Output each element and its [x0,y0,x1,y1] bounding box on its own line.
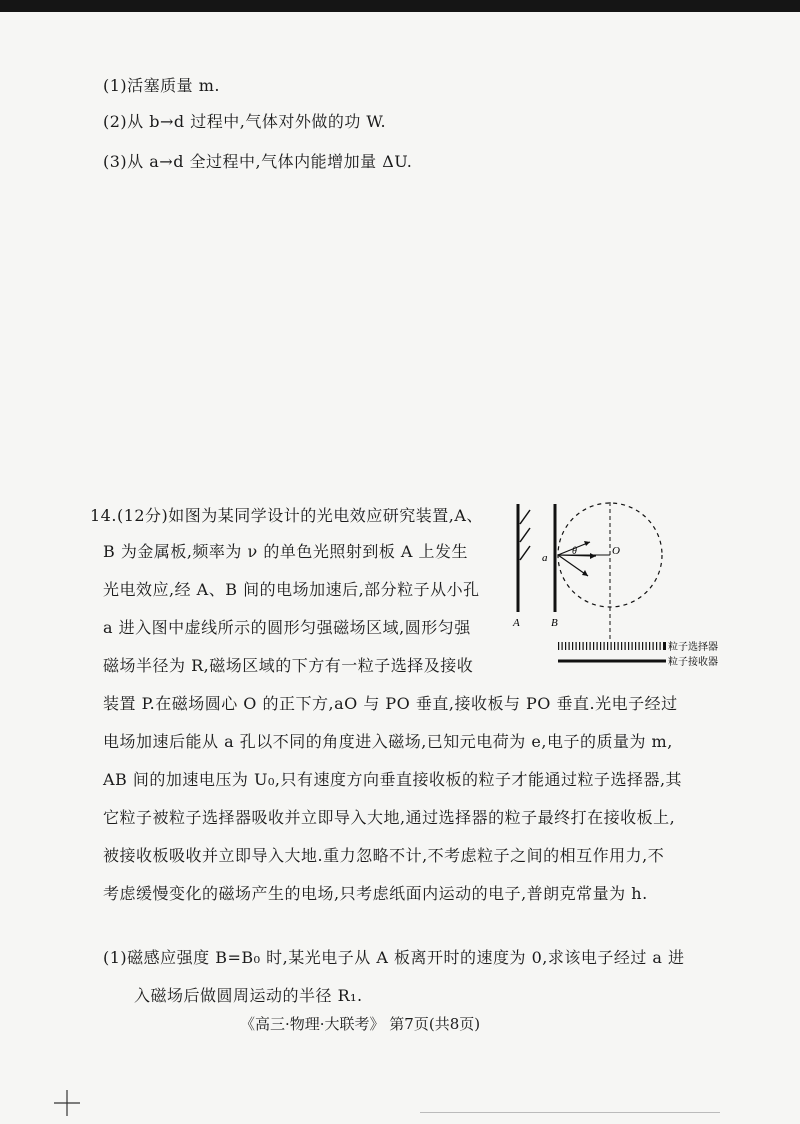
label-a-plate: A [513,617,520,629]
scan-top-band [0,0,800,12]
question-14-line-10: 被接收板吸收并立即导入大地.重力忽略不计,不考虑粒子之间的相互作用力,不 [103,846,665,865]
question-14-line-1: 14.(12分)如图为某同学设计的光电效应研究装置,A、 [90,506,483,525]
question-14-line-2: B 为金属板,频率为 ν 的单色光照射到板 A 上发生 [103,542,469,561]
light-ray-2 [520,528,530,542]
light-ray-3 [520,546,530,560]
sub-question-1-line-1: (1)磁感应强度 B=B₀ 时,某光电子从 A 板离开时的速度为 0,求该电子经过 a 进 [103,948,685,967]
question-14-line-4: a 进入图中虚线所示的圆形匀强磁场区域,圆形匀强 [103,618,471,637]
question-14-line-3: 光电效应,经 A、B 间的电场加速后,部分粒子从小孔 [103,580,480,599]
part-1-text: (1)活塞质量 m. [103,76,221,95]
question-14-line-5: 磁场半径为 R,磁场区域的下方有一粒子选择及接收 [103,656,474,675]
label-receiver: 粒子接收器 [668,657,718,668]
page-footer: 《高三·物理·大联考》 第7页(共8页) [240,1015,481,1033]
sub-question-1-line-2: 入磁场后做圆周运动的半径 R₁. [134,986,363,1005]
question-14-line-7: 电场加速后能从 a 孔以不同的角度进入磁场,已知元电荷为 e,电子的质量为 m, [103,732,673,751]
part-3-text: (3)从 a→d 全过程中,气体内能增加量 ΔU. [103,152,413,171]
bottom-scan-edge [420,1112,720,1113]
question-14-line-11: 考虑缓慢变化的磁场产生的电场,只考虑纸面内运动的电子,普朗克常量为 h. [103,884,648,903]
label-hole-a: a [542,552,548,564]
part-2-text: (2)从 b→d 过程中,气体对外做的功 W. [103,112,387,131]
photoelectric-apparatus-diagram [500,490,770,680]
label-b-plate: B [551,617,558,629]
question-14-line-6: 装置 P.在磁场圆心 O 的正下方,aO 与 PO 垂直,接收板与 PO 垂直.光电子经过 [103,694,678,713]
label-theta: θ [572,546,577,557]
question-14-line-8: AB 间的加速电压为 U₀,只有速度方向垂直接收板的粒子才能通过粒子选择器,其 [103,770,683,789]
crop-mark-icon [52,1088,82,1118]
question-14-line-9: 它粒子被粒子选择器吸收并立即导入大地,通过选择器的粒子最终打在接收板上, [103,808,676,827]
label-center-o: O [612,545,620,557]
light-ray-1 [520,510,530,524]
label-selector: 粒子选择器 [668,642,718,653]
